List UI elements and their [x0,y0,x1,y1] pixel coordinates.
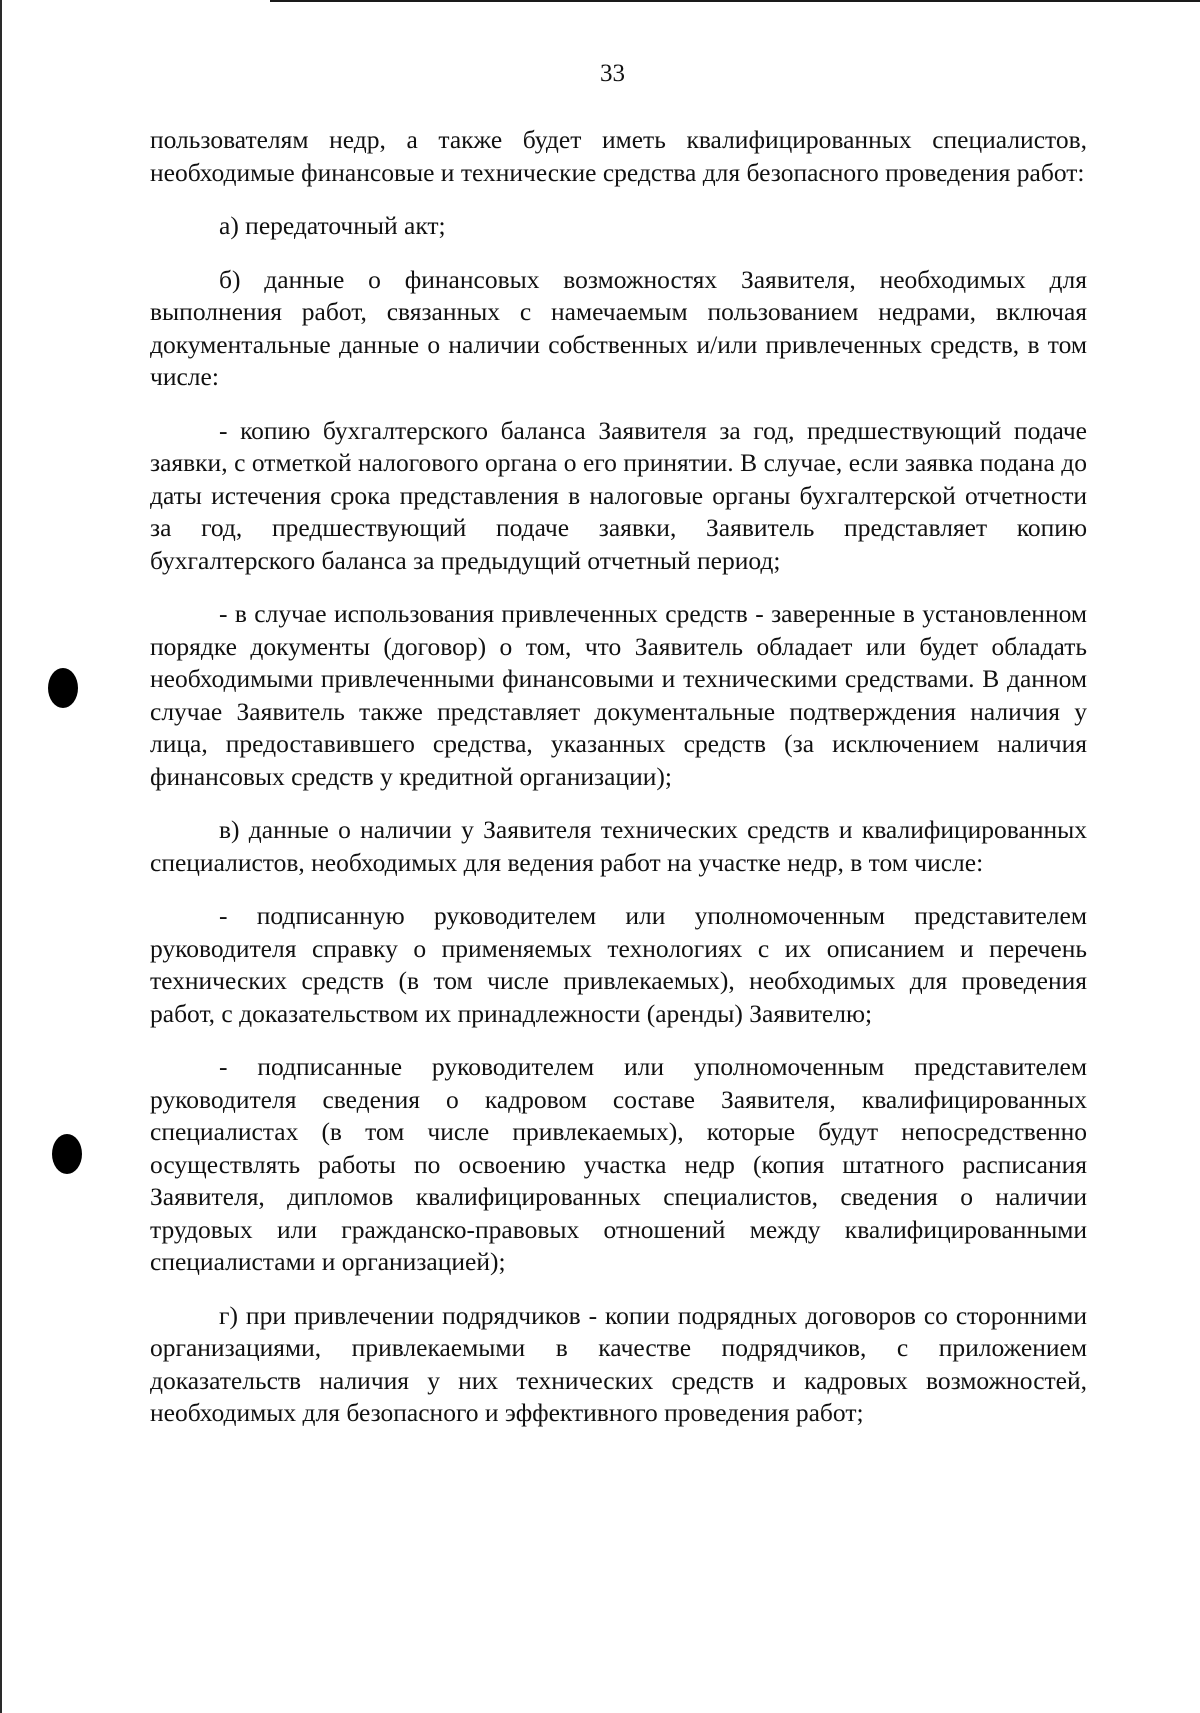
paragraph-balance-copy: - копию бухгалтерского баланса Заявителя за год, предшествующий подаче заявки, с отметкой налогового органа о его принятии. В случае, если заявка подана до даты истечения срока представления в налоговые органы бухгалтерской отчетности за год, предшествующий подаче заявки, Заявитель представляет копию бухгалтерского баланса за предыдущий отчетный период; [150,415,1087,575]
punch-hole [52,1134,82,1174]
paragraph-item-g: г) при привлечении подрядчиков - копии подрядных договоров со сторонними организациями, привлекаемыми в качестве подрядчиков, с приложением доказательств наличия у них технических средств и кадровых возможностей, необходимых для безопасного и эффективного проведения работ; [150,1300,1087,1427]
paragraph-item-b: б) данные о финансовых возможностях Заявителя, необходимых для выполнения работ, связанных с намечаемым пользованием недрами, включая документальные данные о наличии собственных и/или привлеченных средств, в том числе: [150,264,1087,391]
paragraph-personnel-info: - подписанные руководителем или уполномоченным представителем руководителя сведения о кадровом составе Заявителя, квалифицированных специалистах (в том числе привлекаемых), которые будут непосредственно осуществлять работы по освоению участка недр (копия штатного расписания Заявителя, дипломов квалифицированных специалистов, сведения о наличии трудовых или гражданско-правовых отношений между квалифицированными специалистами и организацией); [150,1052,1087,1276]
page-number: 33 [600,60,625,87]
paragraph-item-a: а) передаточный акт; [219,211,446,240]
punch-hole [48,668,78,708]
paragraph-item-v: в) данные о наличии у Заявителя технических средств и квалифицированных специалистов, необходимых для ведения работ на участке недр, в том числе: [150,815,1087,877]
paragraph-attracted-funds: - в случае использования привлеченных средств - заверенные в установленном порядке документы (договор) о том, что Заявитель обладает или будет обладать необходимыми привлеченными финансовыми и техническими средствами. В данном случае Заявитель также представляет документальные подтверждения наличия у лица, предоставившего средства, указанных средств (за исключением наличия финансовых средств у кредитной организации); [150,599,1087,791]
paragraph-technologies-certificate: - подписанную руководителем или уполномоченным представителем руководителя справку о применяемых технологиях с их описанием и перечень технических средств (в том числе привлекаемых), необходимых для проведения работ, с доказательством их принадлежности (аренды) Заявителю; [150,901,1087,1028]
scan-edge-left [0,0,2,1713]
document-body [150,124,1087,1451]
paragraph-continuation: пользователям недр, а также будет иметь квалифицированных специалистов, необходимые финансовые и технические средства для безопасного проведения работ: [150,125,1087,187]
scan-edge-top [270,0,1200,2]
